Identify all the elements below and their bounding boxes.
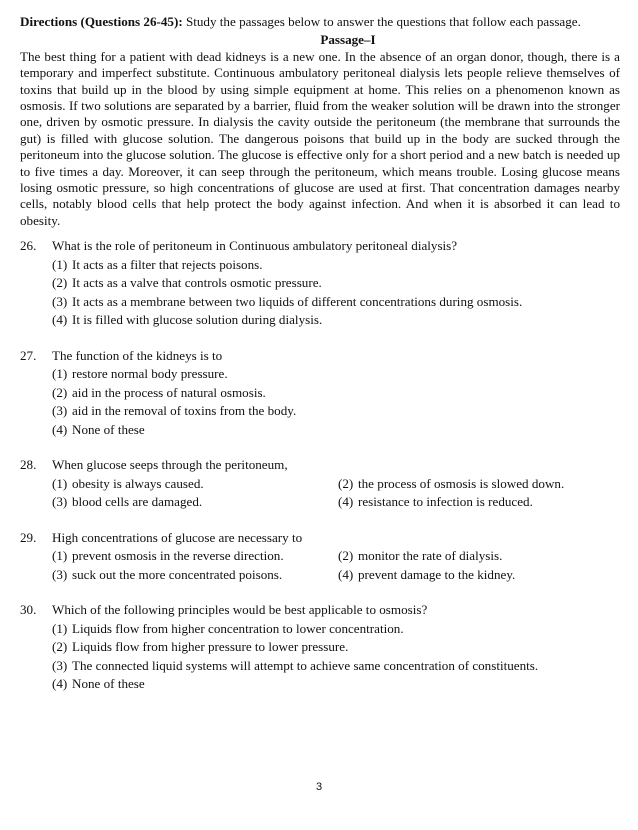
option-text: blood cells are damaged. xyxy=(72,494,203,510)
option-text: None of these xyxy=(72,676,145,692)
option-text: monitor the rate of dialysis. xyxy=(358,548,503,564)
option-number: (1) xyxy=(52,548,68,564)
option xyxy=(52,475,338,494)
option xyxy=(52,620,620,639)
question-text: The function of the kidneys is to xyxy=(52,347,223,363)
option-text: Liquids flow from higher pressure to lower pressure. xyxy=(72,639,349,655)
option xyxy=(338,493,624,512)
question-text: High concentrations of glucose are necessary to xyxy=(52,529,303,545)
question-29 xyxy=(20,529,620,585)
question-28 xyxy=(20,456,620,512)
page-number: 3 xyxy=(315,781,323,793)
option xyxy=(52,657,620,676)
option xyxy=(52,493,338,512)
option-text: resistance to infection is reduced. xyxy=(358,494,533,510)
question-number: 30. xyxy=(20,602,37,618)
option-text: It acts as a filter that rejects poisons. xyxy=(72,256,263,272)
option-text: aid in the process of natural osmosis. xyxy=(72,384,266,400)
option xyxy=(338,547,624,566)
question-text: Which of the following principles would be best applicable to osmosis? xyxy=(52,602,428,618)
option xyxy=(52,547,338,566)
question-number: 26. xyxy=(20,238,37,254)
question-27 xyxy=(20,347,620,440)
option-number: (4) xyxy=(52,421,68,437)
passage-title: Passage–I xyxy=(320,32,376,48)
option-text: aid in the removal of toxins from the body. xyxy=(72,403,297,419)
question-number: 27. xyxy=(20,347,37,363)
option-number: (3) xyxy=(52,566,68,582)
directions-text: Study the passages below to answer the questions that follow each passage. xyxy=(182,14,581,29)
option-number: (4) xyxy=(52,312,68,328)
option-text: Liquids flow from higher concentration to lower concentration. xyxy=(72,620,404,636)
option-text: prevent damage to the kidney. xyxy=(358,566,516,582)
option-number: (4) xyxy=(52,676,68,692)
option-text: None of these xyxy=(72,421,145,437)
option-text: the process of osmosis is slowed down. xyxy=(358,475,565,491)
option-number: (2) xyxy=(52,275,68,291)
document-page xyxy=(20,14,620,694)
option-number: (2) xyxy=(338,548,354,564)
option xyxy=(52,311,620,330)
option xyxy=(52,566,338,585)
question-number: 28. xyxy=(20,457,37,473)
option xyxy=(52,421,620,440)
directions-paragraph xyxy=(20,14,620,30)
option-text: obesity is always caused. xyxy=(72,475,204,491)
option xyxy=(52,638,620,657)
option-number: (4) xyxy=(338,566,354,582)
option-number: (3) xyxy=(52,657,68,673)
option xyxy=(338,475,624,494)
option-number: (2) xyxy=(338,475,354,491)
question-26 xyxy=(20,237,620,330)
question-number: 29. xyxy=(20,529,37,545)
option-text: It acts as a membrane between two liquids of different concentrations during osmosis. xyxy=(72,293,523,309)
option-number: (1) xyxy=(52,620,68,636)
option-number: (3) xyxy=(52,494,68,510)
option-number: (2) xyxy=(52,384,68,400)
option xyxy=(52,274,620,293)
option-number: (3) xyxy=(52,293,68,309)
option-number: (1) xyxy=(52,366,68,382)
question-30 xyxy=(20,601,620,694)
option-number: (4) xyxy=(338,494,354,510)
option-text: prevent osmosis in the reverse direction. xyxy=(72,548,284,564)
question-text: When glucose seeps through the peritoneum, xyxy=(52,457,288,473)
option-number: (1) xyxy=(52,256,68,272)
directions-label: Directions (Questions 26-45): xyxy=(20,14,183,29)
option-number: (1) xyxy=(52,475,68,491)
option xyxy=(52,293,620,312)
option xyxy=(52,365,620,384)
option-text: It is filled with glucose solution during dialysis. xyxy=(72,312,323,328)
option-text: restore normal body pressure. xyxy=(72,366,228,382)
question-text: What is the role of peritoneum in Continuous ambulatory peritoneal dialysis? xyxy=(52,238,458,254)
option xyxy=(52,402,620,421)
option-text: The connected liquid systems will attempt to achieve same concentration of constituents. xyxy=(72,657,539,673)
option-text: It acts as a valve that controls osmotic pressure. xyxy=(72,275,322,291)
passage-text: The best thing for a patient with dead kidneys is a new one. In the absence of an organ donor, though, there is a temporary and imperfect substitute. Continuous ambulatory peritoneal dialysis lets people relieve themselves of toxins that build up in the blood by using simple equipment at home. This relies on a phenomenon known as osmosis. If two solutions are separated by a barrier, fluid from the weaker solution will be drawn into the stronger one, driven by osmotic pressure. In dialysis the cavity outside the peritoneum (the membrane that surrounds the gut) is filled with glucose solution. The dangerous poisons that build up in the body are sucked through the peritoneum into the glucose solution. The glucose is effective only for a short period and a new batch is needed up to five times a day. Moreover, it can seep through the peritoneum, which means trouble. Losing glucose means losing osmotic pressure, so high concentrations of glucose are used at first. That concentration damages nearby cells, notably blood cells that help protect the body against infection. And when it is absorbed it can lead to obesity. xyxy=(20,48,620,228)
option xyxy=(52,675,620,694)
option xyxy=(52,384,620,403)
option-number: (3) xyxy=(52,403,68,419)
option-number: (2) xyxy=(52,639,68,655)
option xyxy=(52,256,620,275)
option-text: suck out the more concentrated poisons. xyxy=(72,566,283,582)
option xyxy=(338,566,624,585)
